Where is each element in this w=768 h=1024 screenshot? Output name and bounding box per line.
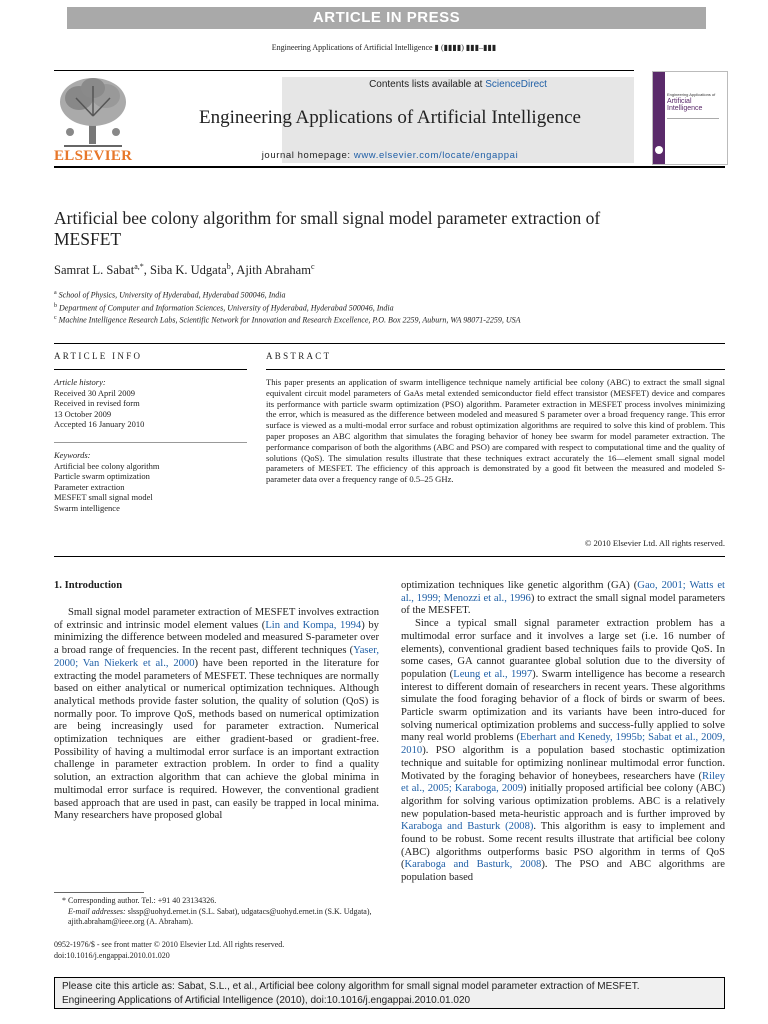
info-top-rule: [54, 343, 725, 344]
history-item: 13 October 2009: [54, 408, 112, 419]
keywords: [54, 450, 160, 513]
history-item: Accepted 16 January 2010: [54, 419, 145, 429]
email-addresses: E-mail addresses: slssp@uohyd.ernet.in (S.L. Sabat), udgatacs@uohyd.ernet.in (S.K. Udgata), ajith.abraham@ieee.org (A. Abraham).: [68, 906, 372, 926]
cover-line3: Intelligence: [667, 105, 703, 112]
issn-doi: [54, 940, 284, 961]
running-head: Engineering Applications of Artificial Intelligence ▮ (▮▮▮▮) ▮▮▮–▮▮▮: [271, 43, 497, 52]
abstract-text: This paper presents an application of swarm intelligence technique namely artificial bee colony (ABC) to extract the small signal equivalent circuit model parameters of GaAs metal extended semiconductor field effect transistor (MESFET) device and compares its performance with particle swarm optimization (PSO) algorithm. Parameter extraction in MESFET process involves minimizing the error, which is measured as the difference between modeled and measured S parameter over a broad frequency range. This error surface is viewed as a multi-modal error surface and robust optimization algorithms are required to solve this kind of problem. This paper proposes an ABC algorithm that simulates the foraging behavior of honey bee swarm for model parameter extraction. The performance comparison of both the algorithms (ABC and PSO) are compared with respect to computational time and the quality of solutions (QoS). The simulation results illustrate that these techniques extract accurately the 16—element small signal model parameters of MESFET. The efficiency of this approach is demonstrated by a good fit between the measured and modeled S-parameter data over a frequency range of 0.5–25 GHz.: [266, 377, 725, 485]
citation-link[interactable]: Karaboga and Basturk (2008): [401, 821, 534, 833]
article-history: [54, 377, 144, 430]
keyword-item: Artificial bee colony algorithm: [54, 460, 160, 471]
section-heading-introduction: 1. Introduction: [54, 580, 123, 591]
issn-line: 0952-1976/$ - see front matter © 2010 Elsevier Ltd. All rights reserved.: [54, 940, 285, 949]
elsevier-tree-logo: [54, 76, 132, 148]
footnote: [54, 896, 379, 928]
footnote-rule: [54, 892, 144, 893]
keyword-item: Parameter extraction: [54, 481, 125, 492]
history-label: Article history:: [54, 377, 106, 387]
history-item: Received 30 April 2009: [54, 387, 135, 398]
affiliations: [54, 288, 521, 326]
affiliation-a: $^a$ School of Physics, University of Hyderabad, Hyderabad 500046, India: [54, 290, 286, 300]
body-right-column: [401, 580, 725, 885]
paragraph: Since a typical small signal parameter extraction problem has a multimodal error surface and it involves a large set (i.e. 16 number of elements), conventional gradient based techniques fails to provide QoS. In some cases, GA cannot guarantee global solution due to the diversity of population (Leung et al., 1997). Swarm intelligence has become a research interest to different domain of researchers in recent years. These algorithms simulate the food foraging behavior of a flock of birds or swarm of bees. Particle swarm optimization and its variants have been intro-duced for solving numerical optimization problems and success-fully applied to solve many real world problems (Eberhart and Kenedy, 1995b; Sabat et al., 2009, 2010). PSO algorithm is a population based stochastic optimization technique and suitable for optimizing nonlinear multimodal error function. Motivated by the foraging behavior of honeybees, researchers have (Riley et al., 2005; Karaboga, 2009) initially proposed artificial bee colony (ABC) algorithm for solving various optimization problems. ABC is a relatively new population-based meta-heuristic approach and is further improved by Karaboga and Basturk (2008). This algorithm is easy to implement and found to be robust. Some recent results illustrate that artificial bee colony (ABC) algorithms outperforms basic PSO algorithm in terms of QoS (Karaboga and Basturk, 2008). The PSO and ABC algorithms are population based: [401, 618, 725, 884]
journal-title: Engineering Applications of Artificial Intelligence: [199, 107, 581, 128]
cover-line1: Engineering Applications of: [667, 92, 716, 97]
info-sub-rule: [54, 369, 247, 370]
paragraph: Small signal model parameter extraction of MESFET involves extraction of extrinsic and intrinsic model element values (Lin and Kompa, 1994) by minimizing the difference between modeled and measured S-parameter over a broad range of frequencies. In the recent past, different techniques (Yaser, 2000; Van Niekerk et al., 2000) have been reported in the literature for extracting the model parameters of MESFET. These techniques are normally based on either analytical or numerical optimization techniques. Although analytical methods provide faster solution, the quality of solution (QoS) is normally poor. To improve QoS, methods based on numerical optimization are being increasingly used for parameter extraction. Numerical optimization techniques are either gradient-based or gradient-free. Possibility of having a multimodal error surface is an important extraction challenge in parameter extraction problem. In order to find a quality solution, an extraction algorithm that can achieve the global minima in multimodal error surface is required. However, the conventional gradient based approach that are used in past, can easily be trapped in local minima. Many researchers have proposed global: [54, 607, 379, 822]
masthead-top-rule: [54, 70, 634, 71]
abstract-sub-rule: [266, 369, 725, 370]
citation-link[interactable]: Eberhart and Kenedy, 1995b; Sabat et al., 2009, 2010: [401, 732, 725, 757]
citation-link[interactable]: Yaser, 2000; Van Niekerk et al., 2000: [54, 645, 379, 669]
keyword-item: MESFET small signal model: [54, 492, 153, 502]
cover-line2: Artificial: [667, 98, 692, 105]
author-list: Samrat L. Sabat$^{a,*}$, Siba K. Udgata$^b$, Ajith Abraham$^c$: [54, 262, 315, 278]
citation-link[interactable]: Lin and Kompa, 1994: [265, 619, 362, 631]
abstract-copyright: © 2010 Elsevier Ltd. All rights reserved.: [584, 538, 725, 548]
citation-line: Engineering Applications of Artificial Intelligence (2010), doi:10.1016/j.engappai.2010.01.020: [62, 994, 471, 1006]
keywords-rule: [54, 442, 247, 443]
article-info-heading: ARTICLE INFO: [54, 351, 143, 361]
contents-line: [282, 79, 634, 90]
homepage-prefix: journal homepage:: [261, 150, 354, 161]
affiliation-b: $^b$ Department of Computer and Information Sciences, University of Hyderabad, Hyderabad 500046, India: [54, 302, 394, 313]
citation-link[interactable]: Gao, 2001; Watts et al., 1999; Menozzi et al., 1996: [401, 580, 725, 604]
keyword-item: Particle swarm optimization: [54, 471, 150, 481]
keywords-label: Keywords:: [54, 450, 91, 460]
journal-homepage: [190, 150, 590, 161]
abstract-heading: ABSTRACT: [266, 351, 332, 361]
citation-link[interactable]: Riley et al., 2005; Karaboga, 2009: [401, 770, 725, 795]
affiliation-c: $^c$ Machine Intelligence Research Labs, Scientific Network for Innovation and Research Excellence, P.O. Box 2259, Auburn, WA 98071-2259, USA: [54, 315, 521, 325]
contents-prefix: Contents lists available at: [369, 79, 486, 90]
cover-rule: [667, 118, 719, 119]
citation-link[interactable]: Leung et al., 1997: [453, 668, 533, 680]
journal-cover-thumbnail: [652, 71, 728, 165]
masthead-bottom-rule: [54, 166, 725, 168]
cover-emblem: [655, 146, 663, 154]
citation-box: [54, 977, 725, 1009]
paper-title: Artificial bee colony algorithm for small signal model parameter extraction of MESFET: [54, 208, 601, 249]
doi-line: doi:10.1016/j.engappai.2010.01.020: [54, 950, 170, 960]
sciencedirect-link[interactable]: ScienceDirect: [485, 79, 547, 90]
corresponding-author: * Corresponding author. Tel.: +91 40 23134326.: [62, 896, 217, 905]
citation-line: Please cite this article as: Sabat, S.L., et al., Artificial bee colony algorithm for small signal model parameter extraction of MESFET.: [62, 981, 640, 992]
citation-link[interactable]: Karaboga and Basturk, 2008: [404, 859, 542, 871]
keyword-item: Swarm intelligence: [54, 502, 120, 513]
article-in-press-banner: ARTICLE IN PRESS: [67, 7, 706, 29]
elsevier-wordmark: ELSEVIER: [54, 148, 133, 164]
body-left-column: [54, 607, 379, 823]
paragraph: optimization techniques like genetic algorithm (GA) (Gao, 2001; Watts et al., 1999; Menozzi et al., 1996) to extract the small signal model parameters of the MESFET.: [401, 580, 725, 617]
abstract-bottom-rule: [54, 556, 725, 557]
homepage-link[interactable]: www.elsevier.com/locate/engappai: [353, 150, 519, 161]
history-item: Received in revised form: [54, 398, 140, 408]
